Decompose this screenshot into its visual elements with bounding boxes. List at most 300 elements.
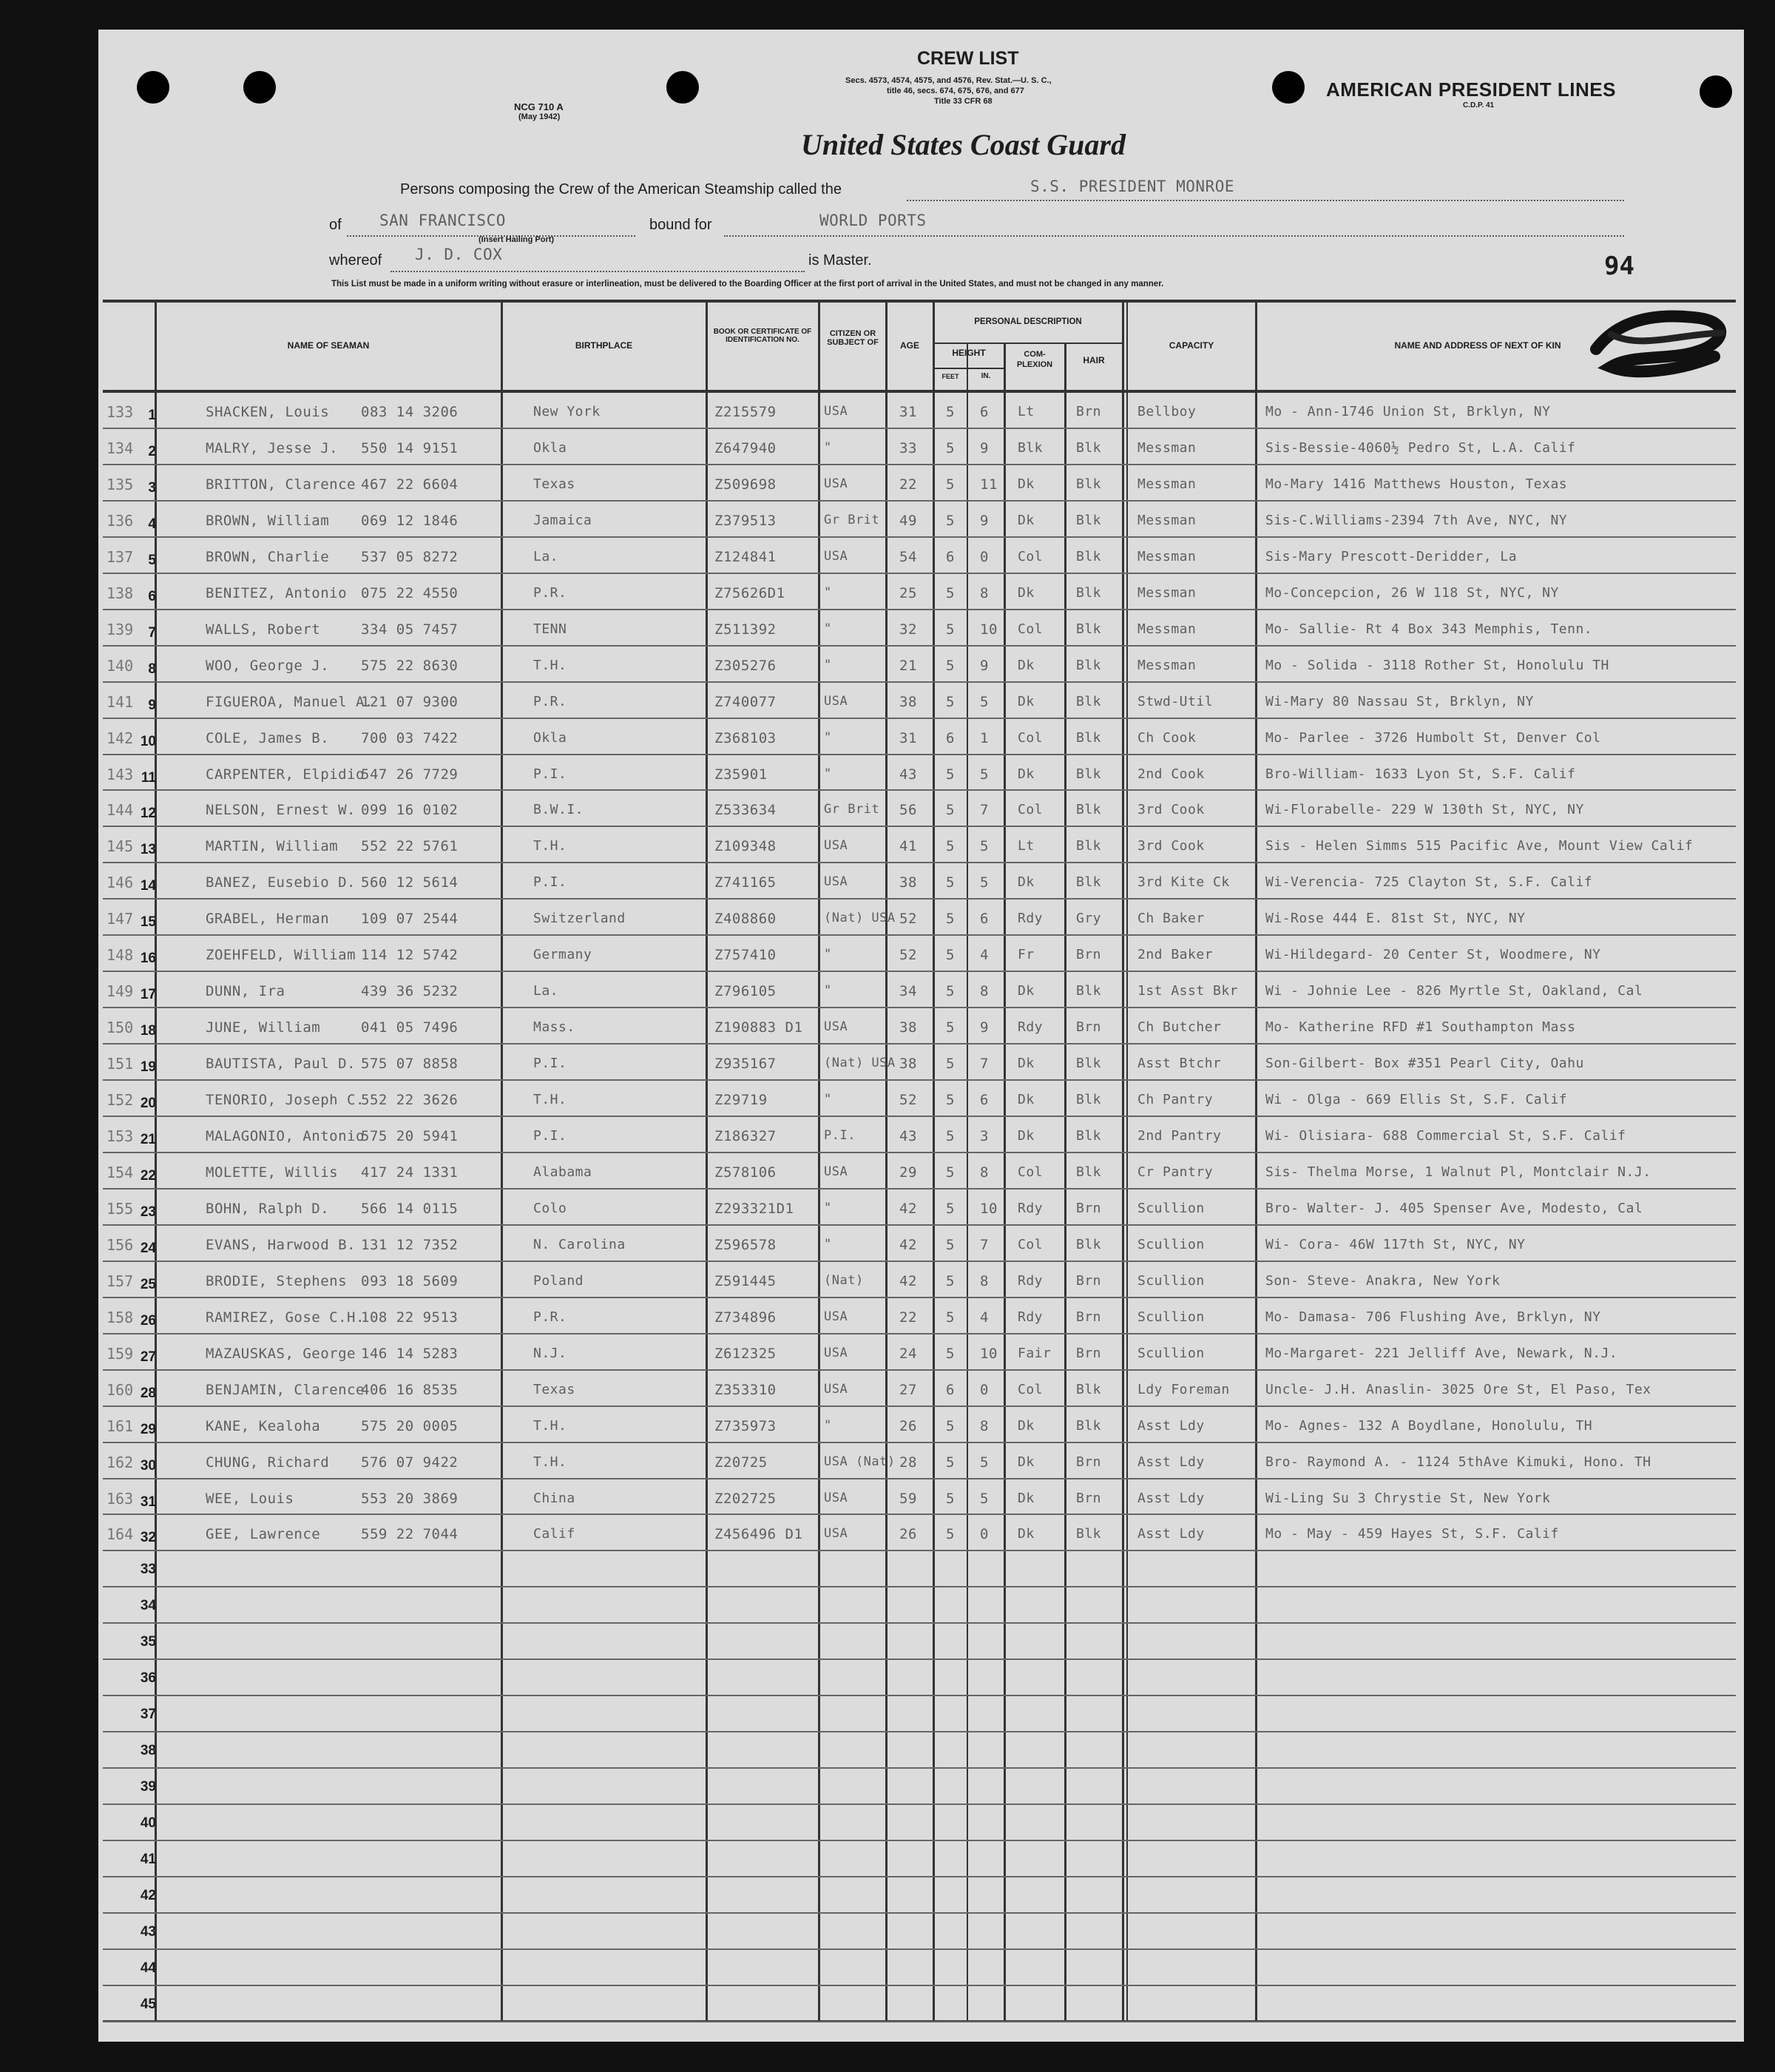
age: 26 bbox=[899, 1526, 917, 1543]
hair: Blk bbox=[1076, 1092, 1102, 1108]
row-divider bbox=[103, 1442, 1736, 1443]
col-header-age: AGE bbox=[899, 340, 919, 351]
complexion: Dk bbox=[1018, 657, 1035, 673]
row-number: 4 bbox=[148, 516, 156, 532]
book-number: Z511392 bbox=[714, 621, 777, 638]
citizen-of: USA bbox=[824, 476, 848, 491]
height-inches: 11 bbox=[980, 476, 998, 493]
col-header-name: NAME OF SEAMAN bbox=[287, 340, 370, 351]
height-feet: 5 bbox=[946, 1490, 955, 1507]
age: 33 bbox=[899, 439, 917, 456]
capacity: 3rd Cook bbox=[1137, 802, 1205, 818]
height-feet: 5 bbox=[946, 911, 955, 928]
row-number: 12 bbox=[140, 806, 156, 822]
book-number: Z741165 bbox=[714, 874, 777, 891]
height-feet: 5 bbox=[946, 1417, 955, 1434]
of-label: of bbox=[329, 217, 342, 233]
sequence-number: 153 bbox=[106, 1127, 134, 1145]
height-inches: 0 bbox=[980, 1381, 989, 1398]
height-feet: 5 bbox=[946, 621, 955, 638]
row-divider bbox=[103, 1152, 1736, 1153]
social-security-no: 552 22 3626 bbox=[361, 1092, 459, 1109]
birthplace: China bbox=[533, 1490, 575, 1506]
book-number: Z935167 bbox=[714, 1056, 777, 1073]
book-number: Z215579 bbox=[714, 404, 777, 420]
empty-row-number: 39 bbox=[140, 1779, 156, 1795]
height-inches: 8 bbox=[980, 1272, 989, 1289]
statute-line-1: Secs. 4573, 4574, 4575, and 4576, Rev. Stat.—U. S. C., bbox=[845, 76, 1052, 85]
citizen-of: USA bbox=[824, 404, 848, 419]
row-number: 7 bbox=[148, 624, 156, 641]
social-security-no: 537 05 8272 bbox=[361, 548, 459, 565]
complexion: Col bbox=[1018, 1236, 1044, 1252]
citizen-of: USA bbox=[824, 1164, 848, 1179]
empty-row-number: 44 bbox=[140, 1960, 156, 1976]
complexion: Dk bbox=[1018, 693, 1035, 709]
height-feet: 6 bbox=[946, 1381, 955, 1398]
hair: Blk bbox=[1076, 729, 1102, 746]
social-security-no: 575 20 5941 bbox=[361, 1128, 459, 1144]
row-number: 23 bbox=[140, 1204, 156, 1220]
social-security-no: 550 14 9151 bbox=[361, 439, 459, 456]
sequence-number: 161 bbox=[106, 1417, 134, 1435]
book-number: Z591445 bbox=[714, 1272, 777, 1289]
sequence-number: 147 bbox=[106, 910, 134, 928]
birthplace: Texas bbox=[533, 476, 575, 492]
social-security-no: 114 12 5742 bbox=[361, 947, 459, 964]
age: 29 bbox=[899, 1164, 917, 1181]
sequence-number: 159 bbox=[106, 1344, 134, 1363]
row-number: 6 bbox=[148, 588, 156, 604]
social-security-no: 560 12 5614 bbox=[361, 874, 459, 891]
capacity: Messman bbox=[1137, 439, 1197, 456]
birthplace: P.I. bbox=[533, 766, 567, 782]
age: 26 bbox=[899, 1417, 917, 1434]
capacity: Asst Ldy bbox=[1137, 1454, 1205, 1470]
row-divider bbox=[103, 1478, 1736, 1479]
row-number: 11 bbox=[141, 769, 156, 786]
row-divider bbox=[103, 645, 1736, 647]
hair: Brn bbox=[1076, 1272, 1102, 1289]
birthplace: B.W.I. bbox=[533, 802, 584, 818]
row-number: 22 bbox=[140, 1167, 156, 1184]
next-of-kin: Uncle- J.H. Anaslin- 3025 Ore St, El Paso, Tex bbox=[1265, 1381, 1651, 1397]
hair: Brn bbox=[1076, 1454, 1102, 1470]
height-inches: 8 bbox=[980, 584, 989, 601]
hair: Brn bbox=[1076, 947, 1102, 963]
complexion: Col bbox=[1018, 1164, 1044, 1180]
col-header-birthplace: BIRTHPLACE bbox=[575, 340, 633, 351]
next-of-kin: Bro-William- 1633 Lyon St, S.F. Calif bbox=[1265, 766, 1576, 782]
row-divider bbox=[103, 1550, 1736, 1551]
citizen-of: (Nat) USA bbox=[824, 911, 896, 926]
page-number: 94 bbox=[1604, 252, 1634, 281]
height-inches: 6 bbox=[980, 404, 989, 420]
height-inches: 0 bbox=[980, 1526, 989, 1543]
height-inches: 5 bbox=[980, 838, 989, 855]
row-divider bbox=[103, 826, 1736, 827]
col-header-book: BOOK OR CERTIFICATE OF IDENTIFICATION NO. bbox=[713, 328, 812, 344]
col-header-complexion: COM-PLEXION bbox=[1016, 350, 1053, 369]
social-security-no: 109 07 2544 bbox=[361, 911, 459, 928]
height-feet: 5 bbox=[946, 874, 955, 891]
citizen-of: USA bbox=[824, 693, 848, 709]
sequence-number: 163 bbox=[106, 1489, 134, 1508]
row-divider bbox=[103, 2021, 1736, 2022]
age: 43 bbox=[899, 1128, 917, 1144]
row-divider bbox=[103, 934, 1736, 936]
height-inches: 4 bbox=[980, 947, 989, 964]
capacity: 2nd Cook bbox=[1137, 766, 1205, 782]
capacity: 3rd Cook bbox=[1137, 838, 1205, 854]
citizen-of: (Nat) USA bbox=[824, 1056, 896, 1071]
row-number: 15 bbox=[140, 914, 156, 931]
hair: Blk bbox=[1076, 512, 1102, 528]
height-feet: 5 bbox=[946, 693, 955, 710]
age: 24 bbox=[899, 1345, 917, 1362]
height-inches: 5 bbox=[980, 874, 989, 891]
complexion: Rdy bbox=[1018, 1200, 1044, 1216]
sequence-number: 134 bbox=[106, 439, 134, 457]
row-divider bbox=[103, 573, 1736, 574]
age: 22 bbox=[899, 1309, 917, 1326]
hair: Blk bbox=[1076, 1526, 1102, 1542]
birthplace: Okla bbox=[533, 729, 567, 746]
complexion: Dk bbox=[1018, 476, 1035, 492]
sequence-number: 142 bbox=[106, 729, 134, 747]
next-of-kin: Wi - Olga - 669 Ellis St, S.F. Calif bbox=[1265, 1092, 1568, 1108]
row-divider bbox=[103, 1948, 1736, 1950]
book-number: Z35901 bbox=[714, 766, 768, 783]
height-inches: 8 bbox=[980, 1164, 989, 1181]
row-divider bbox=[103, 1405, 1736, 1407]
book-number: Z533634 bbox=[714, 802, 777, 819]
height-feet: 5 bbox=[946, 1309, 955, 1326]
next-of-kin: Bro- Walter- J. 405 Spenser Ave, Modesto, Cal bbox=[1265, 1200, 1643, 1216]
hair: Brn bbox=[1076, 1345, 1102, 1361]
sequence-number: 144 bbox=[106, 801, 134, 820]
birthplace: TENN bbox=[533, 621, 567, 637]
col-header-feet: FEET bbox=[941, 373, 959, 380]
sequence-number: 155 bbox=[106, 1199, 134, 1218]
height-inches: 9 bbox=[980, 657, 989, 674]
capacity: Messman bbox=[1137, 512, 1197, 528]
form-title: CREW LIST bbox=[917, 48, 1019, 69]
sequence-number: 137 bbox=[106, 547, 134, 566]
row-divider bbox=[103, 1695, 1736, 1696]
sequence-number: 141 bbox=[106, 692, 134, 711]
height-feet: 5 bbox=[946, 1056, 955, 1073]
birthplace: N.J. bbox=[533, 1345, 567, 1361]
book-number: Z740077 bbox=[714, 693, 777, 710]
capacity: Scullion bbox=[1137, 1345, 1205, 1361]
height-inches: 1 bbox=[980, 729, 989, 746]
social-security-no: 406 16 8535 bbox=[361, 1381, 459, 1398]
next-of-kin: Mo- Sallie- Rt 4 Box 343 Memphis, Tenn. bbox=[1265, 621, 1593, 637]
social-security-no: 083 14 3206 bbox=[361, 404, 459, 420]
row-number: 1 bbox=[148, 408, 156, 423]
height-feet: 5 bbox=[946, 1236, 955, 1253]
complexion: Dk bbox=[1018, 1417, 1035, 1434]
seaman-name: NELSON, Ernest W. bbox=[206, 802, 356, 819]
next-of-kin: Son- Steve- Anakra, New York bbox=[1265, 1272, 1501, 1289]
seaman-name: DUNN, Ira bbox=[206, 983, 285, 1000]
next-of-kin: Sis - Helen Simms 515 Pacific Ave, Mount View Calif bbox=[1265, 838, 1694, 854]
row-divider bbox=[103, 1912, 1736, 1914]
citizen-of: Gr Brit bbox=[824, 512, 880, 527]
next-of-kin: Wi- Cora- 46W 117th St, NYC, NY bbox=[1265, 1236, 1526, 1252]
capacity: Ch Butcher bbox=[1137, 1019, 1222, 1036]
height-feet: 5 bbox=[946, 657, 955, 674]
height-inches: 6 bbox=[980, 911, 989, 928]
next-of-kin: Wi-Florabelle- 229 W 130th St, NYC, NY bbox=[1265, 802, 1584, 818]
complexion: Dk bbox=[1018, 983, 1035, 999]
sequence-number: 135 bbox=[106, 475, 134, 493]
hailing-port-note: (Insert Hailing Port) bbox=[479, 235, 555, 244]
seaman-name: BOHN, Ralph D. bbox=[206, 1200, 330, 1217]
row-divider bbox=[103, 1876, 1736, 1877]
empty-row-number: 38 bbox=[140, 1743, 156, 1759]
height-inches: 3 bbox=[980, 1128, 989, 1144]
age: 49 bbox=[899, 512, 917, 529]
book-number: Z735973 bbox=[714, 1417, 777, 1434]
row-divider bbox=[103, 1079, 1736, 1081]
statute-line-3: Title 33 CFR 68 bbox=[934, 97, 993, 106]
social-security-no: 131 12 7352 bbox=[361, 1236, 459, 1253]
age: 22 bbox=[899, 476, 917, 493]
seaman-name: COLE, James B. bbox=[206, 729, 330, 746]
citizen-of: " bbox=[824, 983, 832, 999]
row-divider bbox=[103, 898, 1736, 900]
hair: Blk bbox=[1076, 802, 1102, 818]
capacity: Stwd-Util bbox=[1137, 693, 1214, 709]
row-divider bbox=[103, 862, 1736, 863]
empty-row-number: 35 bbox=[140, 1634, 156, 1650]
next-of-kin: Mo-Concepcion, 26 W 118 St, NYC, NY bbox=[1265, 584, 1559, 601]
birthplace: Switzerland bbox=[533, 911, 626, 927]
citizen-of: " bbox=[824, 1200, 832, 1215]
social-security-no: 075 22 4550 bbox=[361, 584, 459, 601]
hair: Blk bbox=[1076, 983, 1102, 999]
seaman-name: WOO, George J. bbox=[206, 657, 330, 674]
age: 59 bbox=[899, 1490, 917, 1507]
capacity: 3rd Kite Ck bbox=[1137, 874, 1230, 891]
next-of-kin: Mo - Solida - 3118 Rother St, Honolulu TH bbox=[1265, 657, 1609, 673]
complexion: Dk bbox=[1018, 1526, 1035, 1542]
height-feet: 5 bbox=[946, 947, 955, 964]
seaman-name: MOLETTE, Willis bbox=[206, 1164, 339, 1181]
book-number: Z368103 bbox=[714, 729, 777, 746]
seaman-name: TENORIO, Joseph C. bbox=[206, 1092, 365, 1109]
complexion: Lt bbox=[1018, 404, 1035, 419]
sequence-number: 154 bbox=[106, 1163, 134, 1181]
row-number: 27 bbox=[140, 1349, 156, 1365]
seaman-name: GEE, Lawrence bbox=[206, 1526, 321, 1543]
next-of-kin: Sis- Thelma Morse, 1 Walnut Pl, Montclair N.J. bbox=[1265, 1164, 1651, 1180]
citizen-of: USA bbox=[824, 1381, 848, 1397]
next-of-kin: Wi-Verencia- 725 Clayton St, S.F. Calif bbox=[1265, 874, 1593, 891]
complexion: Dk bbox=[1018, 766, 1035, 782]
complexion: Dk bbox=[1018, 1454, 1035, 1470]
social-security-no: 575 22 8630 bbox=[361, 657, 459, 674]
capacity: Bellboy bbox=[1137, 404, 1197, 419]
destination: WORLD PORTS bbox=[819, 212, 927, 229]
row-number: 28 bbox=[140, 1385, 156, 1401]
next-of-kin: Mo- Damasa- 706 Flushing Ave, Brklyn, NY bbox=[1265, 1309, 1601, 1325]
next-of-kin: Mo- Katherine RFD #1 Southampton Mass bbox=[1265, 1019, 1576, 1036]
height-feet: 5 bbox=[946, 439, 955, 456]
birthplace: T.H. bbox=[533, 657, 567, 673]
row-divider bbox=[103, 609, 1736, 610]
sequence-number: 151 bbox=[106, 1055, 134, 1073]
height-feet: 5 bbox=[946, 476, 955, 493]
hair: Blk bbox=[1076, 1417, 1102, 1434]
empty-row-number: 36 bbox=[140, 1670, 156, 1687]
citizen-of: " bbox=[824, 1092, 832, 1107]
seaman-name: KANE, Kealoha bbox=[206, 1417, 321, 1434]
social-security-no: 334 05 7457 bbox=[361, 621, 459, 638]
crew-list-sheet bbox=[98, 30, 1744, 2042]
form-number: NCG 710 A bbox=[514, 101, 564, 112]
social-security-no: 041 05 7496 bbox=[361, 1019, 459, 1036]
citizen-of: " bbox=[824, 621, 832, 636]
capacity: Messman bbox=[1137, 584, 1197, 601]
capacity: Messman bbox=[1137, 548, 1197, 564]
hair: Blk bbox=[1076, 693, 1102, 709]
height-inches: 8 bbox=[980, 1417, 989, 1434]
citizen-of: USA bbox=[824, 838, 848, 854]
age: 25 bbox=[899, 584, 917, 601]
row-number: 5 bbox=[148, 552, 156, 568]
hair: Blk bbox=[1076, 657, 1102, 673]
sequence-number: 148 bbox=[106, 946, 134, 965]
complexion: Fr bbox=[1018, 947, 1035, 963]
height-inches: 0 bbox=[980, 548, 989, 565]
height-inches: 8 bbox=[980, 983, 989, 1000]
seaman-name: CARPENTER, Elpidio bbox=[206, 766, 365, 783]
row-divider bbox=[103, 1840, 1736, 1841]
hair: Blk bbox=[1076, 548, 1102, 564]
capacity: Ldy Foreman bbox=[1137, 1381, 1230, 1397]
col-header-capacity: CAPACITY bbox=[1169, 340, 1214, 351]
seaman-name: EVANS, Harwood B. bbox=[206, 1236, 356, 1253]
age: 38 bbox=[899, 1019, 917, 1036]
social-security-no: 559 22 7044 bbox=[361, 1526, 459, 1543]
row-divider bbox=[103, 1658, 1736, 1660]
birthplace: Germany bbox=[533, 947, 592, 963]
ink-scribble bbox=[1589, 305, 1737, 386]
complexion: Rdy bbox=[1018, 1309, 1044, 1325]
row-divider bbox=[103, 1333, 1736, 1334]
social-security-no: 575 20 0005 bbox=[361, 1417, 459, 1434]
empty-row-number: 41 bbox=[140, 1852, 156, 1867]
capacity: Messman bbox=[1137, 621, 1197, 637]
complexion: Dk bbox=[1018, 1490, 1035, 1506]
birthplace: La. bbox=[533, 983, 559, 999]
seaman-name: WEE, Louis bbox=[206, 1490, 294, 1507]
row-number: 26 bbox=[140, 1312, 156, 1329]
sequence-number: 138 bbox=[106, 584, 134, 602]
col-header-citizen: CITIZEN OR SUBJECT OF bbox=[827, 329, 879, 347]
crew-table bbox=[98, 30, 1744, 2042]
age: 56 bbox=[899, 802, 917, 819]
complexion: Col bbox=[1018, 548, 1044, 564]
height-feet: 5 bbox=[946, 1272, 955, 1289]
age: 31 bbox=[899, 729, 917, 746]
social-security-no: 121 07 9300 bbox=[361, 693, 459, 710]
book-number: Z186327 bbox=[714, 1128, 777, 1144]
capacity: Scullion bbox=[1137, 1309, 1205, 1325]
birthplace: Alabama bbox=[533, 1164, 592, 1180]
capacity: Asst Ldy bbox=[1137, 1526, 1205, 1542]
birthplace: P.I. bbox=[533, 874, 567, 891]
book-number: Z124841 bbox=[714, 548, 777, 565]
book-number: Z293321D1 bbox=[714, 1200, 794, 1217]
height-inches: 5 bbox=[980, 693, 989, 710]
citizen-of: P.I. bbox=[824, 1128, 856, 1143]
seaman-name: MAZAUSKAS, George bbox=[206, 1345, 356, 1362]
height-inches: 10 bbox=[980, 1200, 998, 1217]
next-of-kin: Son-Gilbert- Box #351 Pearl City, Oahu bbox=[1265, 1056, 1584, 1072]
height-inches: 4 bbox=[980, 1309, 989, 1326]
birthplace: Mass. bbox=[533, 1019, 575, 1036]
book-number: Z20725 bbox=[714, 1454, 768, 1471]
social-security-no: 700 03 7422 bbox=[361, 729, 459, 746]
capacity: Ch Cook bbox=[1137, 729, 1197, 746]
citizen-of: USA bbox=[824, 548, 848, 564]
citizen-of: USA bbox=[824, 1309, 848, 1324]
age: 42 bbox=[899, 1200, 917, 1217]
citizen-of: " bbox=[824, 729, 832, 745]
age: 43 bbox=[899, 766, 917, 783]
sequence-number: 158 bbox=[106, 1308, 134, 1326]
birthplace: Calif bbox=[533, 1526, 575, 1542]
citizen-of: USA bbox=[824, 1526, 848, 1542]
col-header-personal: PERSONAL DESCRIPTION bbox=[974, 317, 1082, 326]
persons-label: Persons composing the Crew of the American Steamship called the bbox=[400, 181, 842, 198]
book-number: Z29719 bbox=[714, 1092, 768, 1109]
empty-row-number: 37 bbox=[140, 1707, 156, 1723]
sequence-number: 139 bbox=[106, 620, 134, 638]
row-number: 18 bbox=[140, 1023, 156, 1039]
seaman-name: BAUTISTA, Paul D. bbox=[206, 1056, 356, 1073]
hair: Brn bbox=[1076, 1309, 1102, 1325]
height-feet: 5 bbox=[946, 1019, 955, 1036]
height-feet: 5 bbox=[946, 802, 955, 819]
book-number: Z109348 bbox=[714, 838, 777, 855]
height-feet: 5 bbox=[946, 1454, 955, 1471]
height-inches: 10 bbox=[980, 1345, 998, 1362]
capacity: Ch Baker bbox=[1137, 911, 1205, 927]
next-of-kin: Mo-Margaret- 221 Jelliff Ave, Newark, N.J. bbox=[1265, 1345, 1618, 1361]
age: 54 bbox=[899, 548, 917, 565]
height-inches: 9 bbox=[980, 512, 989, 529]
row-divider bbox=[103, 754, 1736, 755]
hair: Blk bbox=[1076, 874, 1102, 891]
height-feet: 5 bbox=[946, 838, 955, 855]
sequence-number: 150 bbox=[106, 1019, 134, 1037]
book-number: Z379513 bbox=[714, 512, 777, 529]
age: 52 bbox=[899, 1092, 917, 1109]
complexion: Blk bbox=[1018, 439, 1044, 456]
next-of-kin: Wi - Johnie Lee - 826 Myrtle St, Oakland, Cal bbox=[1265, 983, 1643, 999]
hair: Blk bbox=[1076, 476, 1102, 492]
age: 38 bbox=[899, 874, 917, 891]
social-security-no: 417 24 1331 bbox=[361, 1164, 459, 1181]
height-feet: 5 bbox=[946, 983, 955, 1000]
birthplace: La. bbox=[533, 548, 559, 564]
book-number: Z612325 bbox=[714, 1345, 777, 1362]
